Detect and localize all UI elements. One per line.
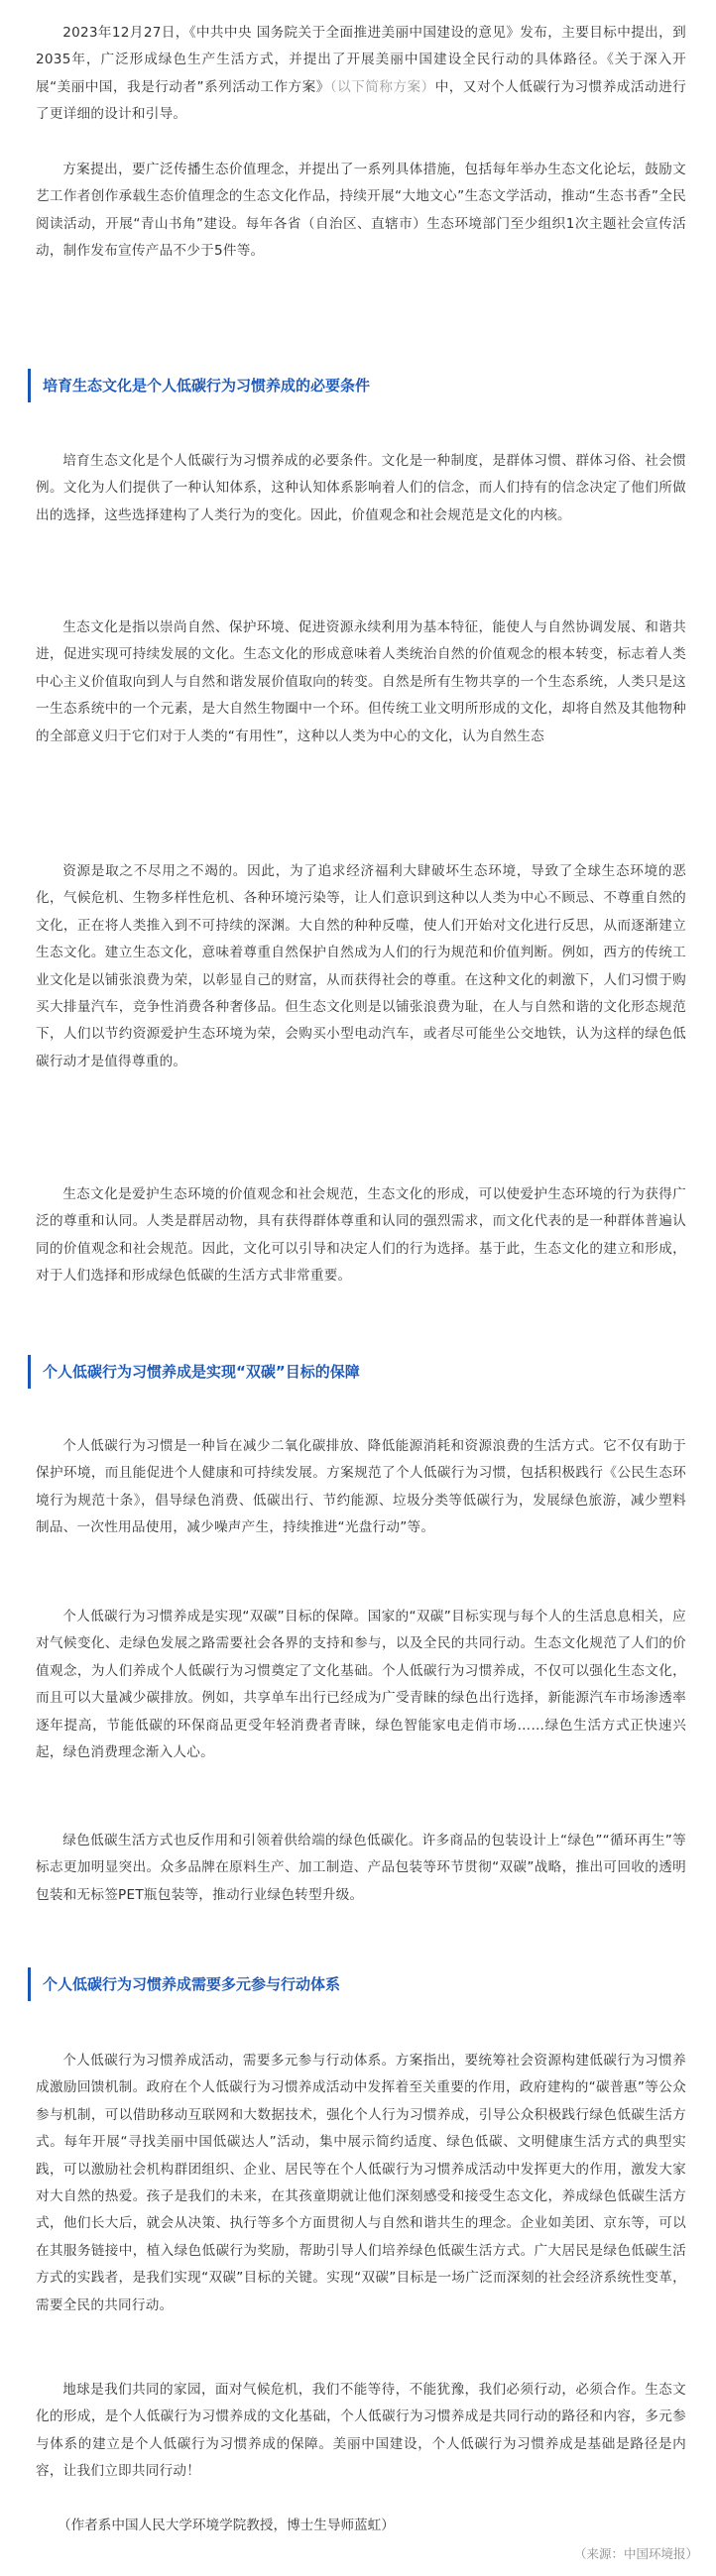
paragraph: 资源是取之不尽用之不竭的。因此，为了追求经济福利大肆破坏生态环境，导致了全球生态环境的恶化，气候危机、生物多样性危机、各种环境污染等，让人们意识到这种以人类为中心不顾忌、不尊重自然的文化，正在将人类推入到不可持续的深渊。大自然的种种反噬，使人们开始对文化进行反思，从而逐渐建立生态文化。建立生态文化，意味着尊重自然保护自然成为人们的行为规范和价值判断。例如，西方的传统工业文化是以铺张浪费为荣，以彰显自己的财富，从而获得社会的尊重。在这种文化的刺激下，人们习惯于购买大排量汽车，竞争性消费各种奢侈品。但生态文化则是以铺张浪费为耻，在人与自然和谐的文化形态规范下，人们以节约资源爱护生态环境为荣，会购买小型电动汽车，或者尽可能坐公交地铁，认为这样的绿色低碳行动才是值得尊重的。 [36,863,686,1069]
paragraph: 个人低碳行为习惯养成活动，需要多元参与行动体系。方案指出，要统筹社会资源构建低碳行为习惯养成激励回馈机制。政府在个人低碳行为习惯养成活动中发挥着至关重要的作用，政府建构的“碳普惠”等公众参与机制，可以借助移动互联网和大数据技术，强化个人行为习惯养成，引导公众积极践行绿色低碳生活方式。每年开展“寻找美丽中国低碳达人”活动，集中展示简约适度、绿色低碳、文明健康生活方式的典型实践，可以激励社会机构群团组织、企业、居民等在个人低碳行为习惯养成活动中发挥更大的作用，激发大家对大自然的热爱。孩子是我们的未来，在其孩童期就让他们深刻感受和接受生态文化，养成绿色低碳生活方式，他们长大后，就会从决策、执行等多个方面贯彻人与自然和谐共生的理念。企业如美团、京东等，可以在其服务链接中，植入绿色低碳行为奖励，帮助引导人们培养绿色低碳生活方式。广大居民是绿色低碳生活方式的实践者，是我们实现“双碳”目标的关键。实现“双碳”目标是一场广泛而深刻的社会经济系统性变革，需要全民的共同行动。 [36,2053,686,2313]
paragraph: 个人低碳行为习惯是一种旨在减少二氧化碳排放、降低能源消耗和资源浪费的生活方式。它不仅有助于保护环境，而且能促进个人健康和可持续发展。方案规范了个人低碳行为习惯，包括积极践行《公民生态环境行为规范十条》，倡导绿色消费、低碳出行、节约能源、垃圾分类等低碳行为，发展绿色旅游，减少塑料制品、一次性用品使用，减少噪声产生，持续推进“光盘行动”等。 [36,1438,686,1536]
author-note: （作者系中国人民大学环境学院教授，博士生导师蓝虹） [58,2518,395,2533]
source-note: （来源：中国环境报） [573,2546,698,2561]
paragraph: 个人低碳行为习惯养成是实现“双碳”目标的保障。国家的“双碳”目标实现与每个人的生活息息相关，应对气候变化、走绿色发展之路需要社会各界的支持和参与，以及全民的共同行动。生态文化规范了人们的价值观念，为人们养成个人低碳行为习惯奠定了文化基础。个人低碳行为习惯养成，不仅可以强化生态文化，而且可以大量减少碳排放。例如，共享单车出行已经成为广受青睐的绿色出行选择，新能源汽车市场渗透率逐年提高，节能低碳的环保商品更受年轻消费者青睐，绿色智能家电走俏市场……绿色生活方式正快速兴起，绿色消费理念渐入人心。 [36,1609,686,1761]
intro-paragraph [36,20,686,129]
paragraph: 方案提出，要广泛传播生态价值理念，并提出了一系列具体措施，包括每年举办生态文化论坛，鼓励文艺工作者创作承载生态价值理念的生态文化作品，持续开展“大地文心”生态文学活动，推动“生态书香”全民阅读活动，开展“青山书角”建设。每年各省（自治区、直辖市）生态环境部门至少组织1次主题社会宣传活动，制作发布宣传产品不少于5件等。 [36,162,686,260]
section-heading-dual-carbon: 个人低碳行为习惯养成是实现“双碳”目标的保障 [28,1355,686,1389]
abbreviation-note: （以下简称方案） [329,78,435,95]
paragraph: 培育生态文化是个人低碳行为习惯养成的必要条件。文化是一种制度，是群体习惯、群体习俗、社会惯例。文化为人们提供了一种认知体系，这种认知体系影响着人们的信念，而人们持有的信念决定了他们所做出的选择，这些选择建构了人类行为的变化。因此，价值观念和社会规范是文化的内核。 [36,453,686,523]
intro-text-before: 2023年12月27日，《中共中央 国务院关于全面推进美丽中国建设的意见》发布，主要目标中提出，到2035年，广泛形成绿色生产生活方式，并提出了开展美丽中国建设全民行动的具体路径。《关于深入开展“美丽中国，我是行动者”系列活动工作方案》 [36,25,686,95]
intro-text-after: 中，又对个人低碳行为习惯养成活动进行了更详细的设计和引导。 [36,78,686,123]
paragraph: 生态文化是指以崇尚自然、保护环境、促进资源永续利用为基本特征，能使人与自然协调发展、和谐共进，促进实现可持续发展的文化。生态文化的形成意味着人类统治自然的价值观念的根本转变，标志着人类中心主义价值取向到人与自然和谐发展价值取向的转变。自然是所有生物共享的一个生态系统，人类只是这一生态系统中的一个元素，是大自然生物圈中一个环。但传统工业文明所形成的文化，却将自然及其他物种的全部意义归于它们对于人类的“有用性”，这种以人类为中心的文化，认为自然生态 [36,619,686,744]
paragraph: 绿色低碳生活方式也反作用和引领着供给端的绿色低碳化。许多商品的包装设计上“绿色”“循环再生”等标志更加明显突出。众多品牌在原料生产、加工制造、产品包装等环节贯彻“双碳”战略，推出可回收的透明包装和无标签PET瓶包装等，推动行业绿色转型升级。 [36,1833,686,1903]
paragraph: 地球是我们共同的家园，面对气候危机，我们不能等待，不能犹豫，我们必须行动，必须合作。生态文化的形成，是个人低碳行为习惯养成的文化基础，个人低碳行为习惯养成是共同行动的路径和内容，多元参与体系的建立是个人低碳行为习惯养成的保障。美丽中国建设，个人低碳行为习惯养成是基础是路径是内容，让我们立即共同行动！ [36,2382,686,2480]
paragraph: 生态文化是爱护生态环境的价值观念和社会规范，生态文化的形成，可以使爱护生态环境的行为获得广泛的尊重和认同。人类是群居动物，具有获得群体尊重和认同的强烈需求，而文化代表的是一种群体普遍认同的价值观念和社会规范。因此，文化可以引导和决定人们的行为选择。基于此，生态文化的建立和形成，对于人们选择和形成绿色低碳的生活方式非常重要。 [36,1186,686,1285]
section-heading-multi-party: 个人低碳行为习惯养成需要多元参与行动体系 [28,1967,686,2001]
section-heading-ecological-culture: 培育生态文化是个人低碳行为习惯养成的必要条件 [28,369,686,402]
